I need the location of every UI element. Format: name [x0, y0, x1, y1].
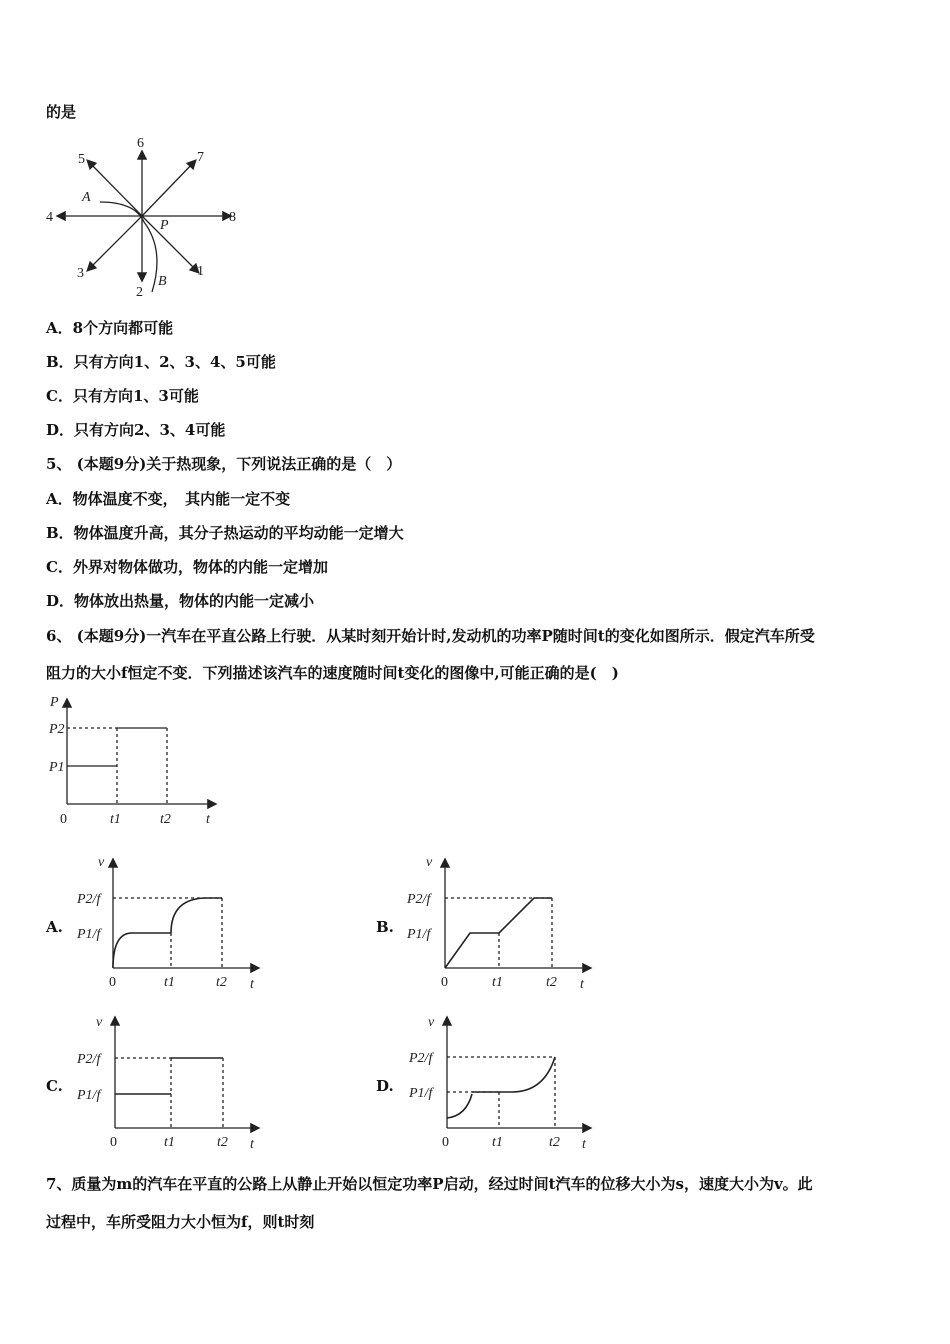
label-B: B — [158, 274, 167, 289]
p-axis-label: P — [50, 695, 59, 710]
svg-text:P2/f: P2/f — [407, 892, 431, 907]
svg-text:0: 0 — [109, 975, 116, 990]
curve-a-segment2 — [171, 898, 222, 933]
curve-d-segment1 — [447, 1094, 472, 1118]
svg-text:t: t — [582, 1137, 586, 1152]
label-P: P — [160, 218, 169, 233]
svg-text:P1/f: P1/f — [77, 927, 101, 942]
svg-text:v: v — [426, 855, 433, 870]
svg-text:t1: t1 — [492, 975, 503, 990]
velocity-graph-d — [404, 1012, 604, 1152]
arrow-7 — [142, 161, 195, 216]
label-4: 4 — [46, 210, 53, 225]
svg-text:t1: t1 — [492, 1135, 503, 1150]
direction-figure — [40, 130, 250, 305]
svg-text:P2/f: P2/f — [409, 1051, 433, 1066]
svg-text:t1: t1 — [164, 975, 175, 990]
q4-option-a: A．8个方向都可能 — [46, 319, 174, 337]
q7-line2: 过程中，车所受阻力大小恒为f，则t时刻 — [46, 1213, 315, 1231]
label-3: 3 — [77, 266, 84, 281]
svg-text:v: v — [98, 855, 105, 870]
q4-option-d: D．只有方向2、3、4可能 — [46, 421, 226, 439]
label-6: 6 — [137, 136, 144, 151]
velocity-graph-a — [72, 852, 272, 992]
q5-option-b: B．物体温度升高，其分子热运动的平均动能一定增大 — [46, 524, 404, 542]
svg-text:P2/f: P2/f — [77, 1052, 101, 1067]
arrow-1 — [142, 216, 198, 272]
svg-text:P1/f: P1/f — [407, 927, 431, 942]
svg-text:0: 0 — [442, 1135, 449, 1150]
option-c-label: C. — [46, 1077, 63, 1095]
q5-stem: 5、 (本题9分)关于热现象，下列说法正确的是（ ） — [46, 455, 402, 473]
q5-option-c: C．外界对物体做功，物体的内能一定增加 — [46, 558, 328, 576]
svg-text:0: 0 — [110, 1135, 117, 1150]
p2-tick: P2 — [49, 722, 65, 737]
curve-d-segment2 — [472, 1057, 555, 1092]
svg-text:t: t — [250, 1137, 254, 1152]
t-axis-label: t — [206, 812, 210, 827]
arrow-5 — [88, 161, 142, 216]
velocity-graph-b — [404, 852, 604, 992]
p1-tick: P1 — [49, 760, 65, 775]
label-1: 1 — [197, 264, 204, 279]
q5-option-d: D．物体放出热量，物体的内能一定减小 — [46, 592, 315, 610]
svg-text:t2: t2 — [546, 975, 557, 990]
option-d-label: D. — [376, 1077, 394, 1095]
q6-stem-line2: 阻力的大小f恒定不变．下列描述该汽车的速度随时间t变化的图像中,可能正确的是( ) — [46, 664, 619, 682]
svg-text:P1/f: P1/f — [77, 1088, 101, 1103]
q5-option-a: A．物体温度不变， 其内能一定不变 — [46, 490, 291, 508]
q4-option-c: C．只有方向1、3可能 — [46, 387, 199, 405]
svg-text:t2: t2 — [217, 1135, 228, 1150]
label-7: 7 — [197, 150, 204, 165]
svg-text:P2/f: P2/f — [77, 892, 101, 907]
label-2: 2 — [136, 285, 143, 300]
svg-text:v: v — [428, 1015, 435, 1030]
option-a-label: A. — [46, 918, 63, 936]
q7-line1: 7、质量为m的汽车在平直的公路上从静止开始以恒定功率P启动，经过时间t汽车的位移大小为s，速度大小为v。此 — [46, 1175, 813, 1193]
q4-option-b: B．只有方向1、2、3、4、5可能 — [46, 353, 276, 371]
label-A: A — [82, 190, 91, 205]
svg-text:P1/f: P1/f — [409, 1086, 433, 1101]
svg-text:t2: t2 — [549, 1135, 560, 1150]
t1-tick: t1 — [110, 812, 121, 827]
svg-text:t: t — [250, 977, 254, 992]
origin-label: 0 — [60, 812, 67, 827]
svg-text:t2: t2 — [216, 975, 227, 990]
svg-text:v: v — [96, 1015, 103, 1030]
option-b-label: B. — [376, 918, 394, 936]
label-5: 5 — [78, 152, 85, 167]
svg-text:0: 0 — [441, 975, 448, 990]
label-8: 8 — [229, 210, 236, 225]
arrow-3 — [88, 216, 142, 270]
q6-stem-line1: 6、 (本题9分)一汽车在平直公路上行驶．从某时刻开始计时,发动机的功率P随时间t的变化如图所示．假定汽车所受 — [46, 627, 815, 645]
curve-a-segment1 — [113, 933, 171, 968]
q4-tail: 的是 — [46, 103, 77, 121]
t2-tick: t2 — [160, 812, 171, 827]
svg-text:t1: t1 — [164, 1135, 175, 1150]
power-time-graph — [40, 692, 240, 832]
velocity-graph-c — [72, 1012, 272, 1152]
svg-text:t: t — [580, 977, 584, 992]
